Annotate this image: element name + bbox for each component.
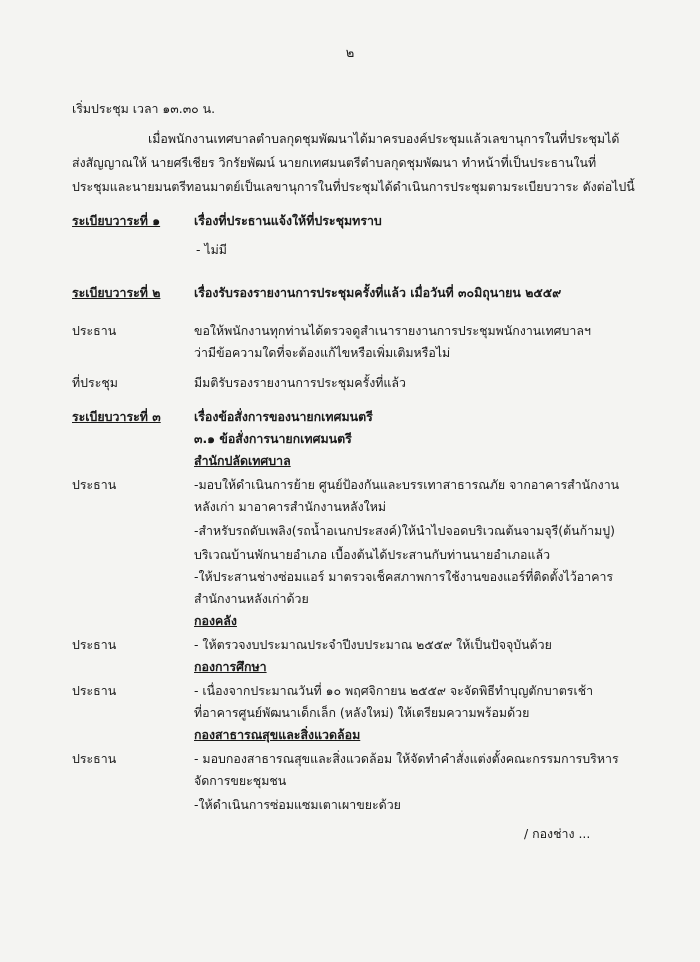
- section-health-line-1: - มอบกองสาธารณสุขและสิ่งแวดล้อม ให้จัดทำคำสั่งแต่งตั้งคณะกรรมการบริหาร: [194, 751, 619, 766]
- continued-footer: / กองช่าง ...: [524, 826, 591, 841]
- agenda-2-chair-line-2: ว่ามีข้อความใดที่จะต้องแก้ไขหรือเพิ่มเติมหรือไม่: [194, 345, 451, 360]
- section-education-line-1: - เนื่องจากประมาณวันที่ ๑๐ พฤศจิกายน ๒๕๕๙ จะจัดพิธีทำบุญตักบาตรเช้า: [194, 683, 594, 698]
- agenda-2-label: ระเบียบวาระที่ ๒: [72, 285, 161, 300]
- section-education-line-2: ที่อาคารศูนย์พัฒนาเด็กเล็ก (หลังใหม่) ให้เตรียมความพร้อมด้วย: [194, 705, 530, 720]
- section-finance-line-1: - ให้ตรวจงบประมาณประจำปีงบประมาณ ๒๕๕๙ ให้เป็นปัจจุบันด้วย: [194, 637, 552, 652]
- agenda-1-label: ระเบียบวาระที่ ๑: [72, 213, 161, 228]
- section-heading-finance: กองคลัง: [194, 613, 237, 628]
- section-heading-clerk: สำนักปลัดเทศบาล: [194, 453, 291, 468]
- section-clerk-line-1: -มอบให้ดำเนินการย้าย ศูนย์ป้องกันและบรรเทาสาธารณภัย จากอาคารสำนักงาน: [194, 477, 620, 492]
- agenda-1-item: - ไม่มี: [196, 242, 227, 257]
- agenda-2-chair-line-1: ขอให้พนักงานทุกท่านได้ตรวจดูสำเนารายงานการประชุมพนักงานเทศบาลฯ: [194, 323, 591, 338]
- intro-line-3: ประชุมและนายมนตรีทอนมาตย์เป็นเลขานุการในที่ประชุมได้ดำเนินการประชุมตามระเบียบวาระ ดังต่อไปนี้: [72, 179, 635, 194]
- section-clerk-line-4: บริเวณบ้านพักนายอำเภอ เบื้องต้นได้ประสานกับท่านนายอำเภอแล้ว: [194, 547, 551, 562]
- agenda-2-title: เรื่องรับรองรายงานการประชุมครั้งที่แล้ว เมื่อวันที่ ๓๐มิถุนายน ๒๕๕๙: [194, 285, 562, 300]
- section-clerk-line-6: สำนักงานหลังเก่าด้วย: [194, 591, 309, 606]
- agenda-3-label: ระเบียบวาระที่ ๓: [72, 409, 161, 424]
- section-heading-education: กองการศึกษา: [194, 659, 267, 674]
- intro-line-2: ส่งสัญญาณให้ นายศรีเชียร วิกรัยพัฒน์ นายกเทศมนตรีตำบลกุดชุมพัฒนา ทำหน้าที่เป็นประธานในที่: [72, 155, 597, 170]
- section-clerk-line-2: หลังเก่า มาอาคารสำนักงานหลังใหม่: [194, 499, 387, 514]
- section-health-line-2: จัดการขยะชุมชน: [194, 773, 287, 788]
- agenda-2-meeting-label: ที่ประชุม: [72, 375, 118, 390]
- section-speaker-finance: ประธาน: [72, 637, 117, 652]
- section-heading-health: กองสาธารณสุขและสิ่งแวดล้อม: [194, 727, 361, 742]
- agenda-1-title: เรื่องที่ประธานแจ้งให้ที่ประชุมทราบ: [194, 213, 382, 228]
- agenda-2-meeting-text: มีมติรับรองรายงานการประชุมครั้งที่แล้ว: [194, 375, 406, 390]
- page-number: ๒: [345, 46, 355, 61]
- section-speaker-clerk: ประธาน: [72, 477, 117, 492]
- section-speaker-education: ประธาน: [72, 683, 117, 698]
- section-speaker-health: ประธาน: [72, 751, 117, 766]
- intro-line-1: เมื่อพนักงานเทศบาลตำบลกุดชุมพัฒนาได้มาครบองค์ประชุมแล้วเลขานุการในที่ประชุมได้: [148, 131, 620, 146]
- section-clerk-line-3: -สำหรับรถดับเพลิง(รถน้ำอเนกประสงค์)ให้นำไปจอดบริเวณต้นจามจุรี(ต้นก้ามปู): [194, 523, 615, 538]
- section-clerk-line-5: -ให้ประสานช่างซ่อมแอร์ มาตรวจเช็คสภาพการใช้งานของแอร์ที่ติดตั้งไว้อาคาร: [194, 569, 614, 584]
- section-health-line-3: -ให้ดำเนินการซ่อมแซมเตาเผาขยะด้วย: [194, 797, 401, 812]
- agenda-3-title: เรื่องข้อสั่งการของนายกเทศมนตรี: [194, 409, 373, 424]
- agenda-3-subtitle: ๓.๑ ข้อสั่งการนายกเทศมนตรี: [194, 431, 352, 446]
- agenda-2-chair-label: ประธาน: [72, 323, 117, 338]
- meeting-start-time: เริ่มประชุม เวลา ๑๓.๓๐ น.: [72, 101, 216, 116]
